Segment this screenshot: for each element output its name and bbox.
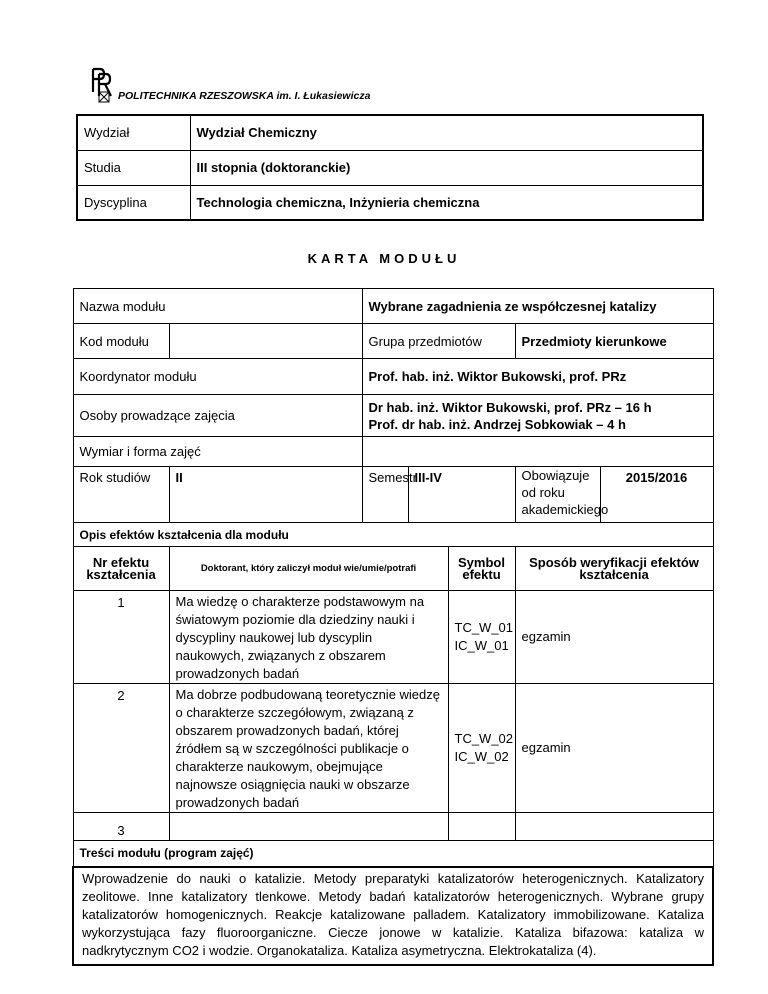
effect-symbol <box>448 591 515 684</box>
discipline-value: Technologia chemiczna, Inżynieria chemiczna <box>190 185 703 220</box>
effect-description-header: Doktorant, który zaliczył moduł wie/umie/potrafi <box>169 547 448 591</box>
effect-symbol-tc: TC_W_01 <box>454 620 514 635</box>
effect-number: 2 <box>73 684 169 813</box>
effect-number: 1 <box>73 591 169 684</box>
table-row <box>73 684 713 813</box>
subject-group-label: Grupa przedmiotów <box>362 324 515 359</box>
module-name-value: Wybrane zagadnienia ze współczesnej katalizy <box>362 289 713 324</box>
effect-number-header: Nr efektu kształcenia <box>73 547 169 591</box>
teachers-value <box>362 395 713 437</box>
effect-description: Ma dobrze podbudowaną teoretycznie wiedzę o charakterze szczegółowym, związaną z obszarem prowadzonych badań, której źródłem są w szczególności publikacje o charakterze naukowym, obejmujące najnowsze osiągnięcia nauki w obszarze prowadzonych badań <box>169 684 448 813</box>
study-year-value: II <box>169 467 362 523</box>
pr-logo-icon <box>90 66 114 104</box>
studies-label: Studia <box>77 150 190 185</box>
faculty-info-table <box>76 114 704 221</box>
faculty-value: Wydział Chemiczny <box>190 115 703 150</box>
semester-label: Semestr <box>362 467 408 523</box>
verification-method <box>515 813 713 841</box>
effect-symbol-ic: IC_W_02 <box>454 749 509 764</box>
module-code-row <box>73 324 713 359</box>
faculty-label: Wydział <box>77 115 190 150</box>
year-row <box>73 467 713 523</box>
program-content-row <box>73 867 713 965</box>
module-name-label: Nazwa modułu <box>73 289 362 324</box>
program-section-row <box>73 841 713 867</box>
info-row-studies <box>77 150 703 185</box>
effects-section-row <box>73 523 713 547</box>
verification-method: egzamin <box>515 684 713 813</box>
class-form-value <box>362 437 713 467</box>
verification-method-header: Sposób weryfikacji efektów kształcenia <box>515 547 713 591</box>
effect-number: 3 <box>73 813 169 841</box>
teachers-label: Osoby prowadzące zajęcia <box>73 395 362 437</box>
study-year-label: Rok studiów <box>73 467 169 523</box>
subject-group-value: Przedmioty kierunkowe <box>515 324 713 359</box>
valid-from-label: Obowiązuje od roku akademickiego <box>515 467 600 523</box>
effect-description <box>169 813 448 841</box>
effect-symbol <box>448 813 515 841</box>
coordinator-value: Prof. hab. inż. Wiktor Bukowski, prof. PRz <box>362 359 713 395</box>
effect-symbol-ic: IC_W_01 <box>454 638 509 653</box>
table-row <box>73 813 713 841</box>
effect-symbol <box>448 684 515 813</box>
info-row-discipline <box>77 185 703 220</box>
verification-method: egzamin <box>515 591 713 684</box>
coordinator-label: Koordynator modułu <box>73 359 362 395</box>
module-code-value <box>169 324 362 359</box>
info-row-faculty <box>77 115 703 150</box>
studies-value: III stopnia (doktoranckie) <box>190 150 703 185</box>
coordinator-row <box>73 359 713 395</box>
valid-from-value: 2015/2016 <box>600 467 713 523</box>
table-row <box>73 591 713 684</box>
effect-symbol-tc: TC_W_02 <box>454 731 514 746</box>
class-form-label: Wymiar i forma zajęć <box>73 437 362 467</box>
semester-value: III-IV <box>408 467 515 523</box>
effects-header-row <box>73 547 713 591</box>
discipline-label: Dyscyplina <box>77 185 190 220</box>
effect-description: Ma wiedzę o charakterze podstawowym na światowym poziomie dla dziedziny nauki i dyscypliny naukowej lub dyscyplin naukowych, związanych z obszarem prowadzonych badań <box>169 591 448 684</box>
module-name-row <box>73 289 713 324</box>
module-card-table <box>72 288 714 966</box>
teachers-row <box>73 395 713 437</box>
class-form-row <box>73 437 713 467</box>
module-code-label: Kod modułu <box>73 324 169 359</box>
teacher-2: Prof. dr hab. inż. Andrzej Sobkowiak – 4 h <box>368 416 626 432</box>
program-section-title: Treści modułu (program zajęć) <box>73 841 713 867</box>
page-title: KARTA MODUŁU <box>307 251 461 266</box>
effect-symbol-header: Symbol efektu <box>448 547 515 591</box>
effects-section-title: Opis efektów kształcenia dla modułu <box>73 523 713 547</box>
program-content: Wprowadzenie do nauki o katalizie. Metody preparatyki katalizatorów heterogenicznych. Katalizatory zeolitowe. Inne katalizatory tlenkowe. Metody badań katalizatorów heterogenicznych. Wybrane grupy katalizatorów homogenicznych. Reakcje katalizowane palladem. Katalizatory immobilizowane. Kataliza wykorzystująca fazy fluoroorganiczne. Ciecze jonowe w katalizie. Kataliza bifazowa: kataliza w nadkrytycznym CO2 i wodzie. Organokataliza. Kataliza asymetryczna. Elektrokataliza (4). <box>73 867 713 965</box>
teacher-1: Dr hab. inż. Wiktor Bukowski, prof. PRz – 16 h <box>368 399 652 415</box>
university-name: POLITECHNIKA RZESZOWSKA im. I. Łukasiewicza <box>118 90 371 102</box>
